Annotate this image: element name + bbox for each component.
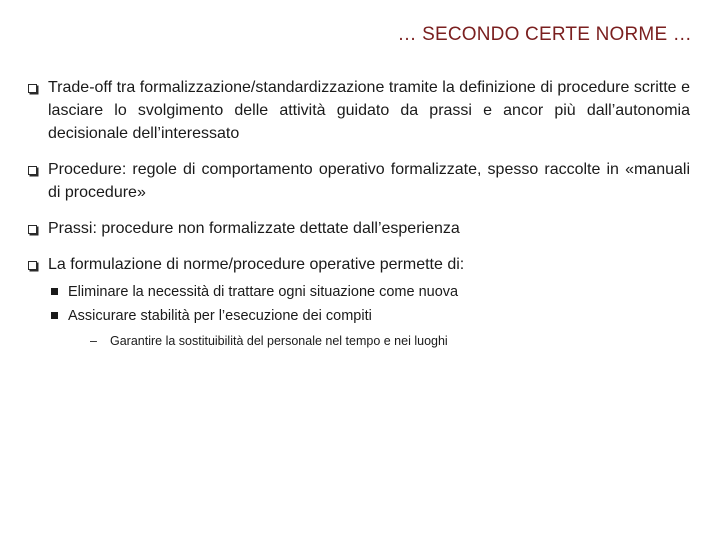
bullet-item <box>28 253 690 350</box>
sub-bullet-list <box>48 280 690 350</box>
bullet-text: Prassi: procedure non formalizzate dettate dall’esperienza <box>48 220 460 237</box>
slide-title: … SECONDO CERTE NORME … <box>397 24 692 45</box>
hollow-square-bullet-icon <box>28 261 37 270</box>
hollow-square-bullet-icon <box>28 84 37 93</box>
bullet-item <box>28 76 690 145</box>
sub-bullet-item <box>48 304 690 350</box>
dash-bullet-icon: – <box>90 334 97 348</box>
bullet-text: La formulazione di norme/procedure operative permette di: <box>48 256 465 273</box>
bullet-text: Trade-off tra formalizzazione/standardizzazione tramite la definizione di procedure scritte e lasciare lo svolgimento delle attività guidato da prassi e ancor più dall’autonomia decisionale dell’interessato <box>48 79 690 142</box>
filled-square-bullet-icon <box>51 312 58 319</box>
bullet-text: Procedure: regole di comportamento operativo formalizzate, spesso raccolte in «manuali di procedure» <box>48 161 690 201</box>
bullet-list <box>28 76 690 350</box>
sub-bullet-text: Assicurare stabilità per l’esecuzione dei compiti <box>68 308 372 324</box>
bullet-item <box>28 158 690 204</box>
subsub-bullet-text: Garantire la sostituibilità del personale nel tempo e nei luoghi <box>110 334 448 348</box>
sub-bullet-text: Eliminare la necessità di trattare ogni situazione come nuova <box>68 284 459 300</box>
subsub-bullet-list <box>88 332 690 350</box>
sub-bullet-item <box>48 280 690 304</box>
hollow-square-bullet-icon <box>28 225 37 234</box>
hollow-square-bullet-icon <box>28 166 37 175</box>
filled-square-bullet-icon <box>51 288 58 295</box>
bullet-item <box>28 217 690 240</box>
subsub-bullet-item <box>88 332 690 350</box>
